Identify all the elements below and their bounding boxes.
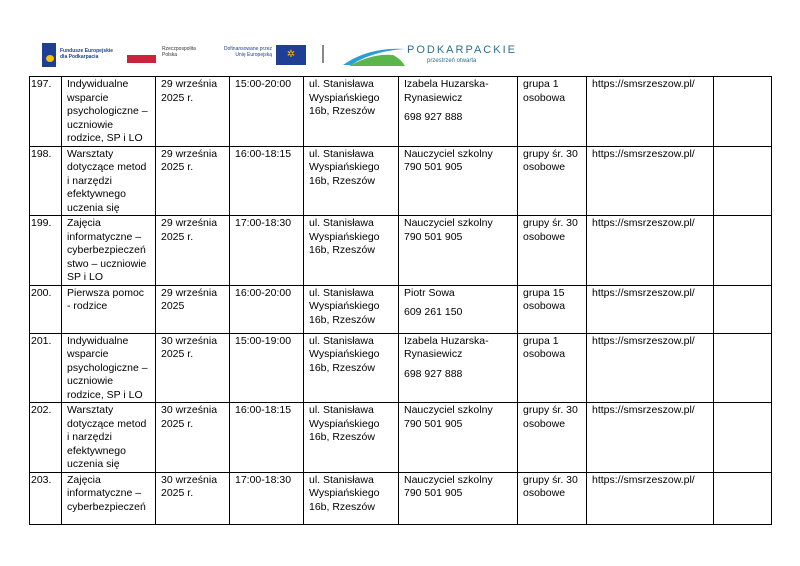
place-text: ul. Stanisława Wyspiańskiego 16b, Rzeszów	[309, 473, 380, 513]
cell-group	[518, 285, 587, 333]
date-text: 30 września 2025 r.	[161, 404, 218, 430]
cell-place	[304, 146, 399, 216]
time-text: 17:00-18:30	[235, 473, 292, 486]
table-row	[30, 472, 772, 524]
cell-date	[156, 146, 230, 216]
cell-person	[399, 216, 518, 286]
cell-place	[304, 77, 399, 147]
time-text: 17:00-18:30	[235, 217, 292, 229]
podkarpackie-logo-icon	[343, 45, 405, 67]
pk-slogan: przestrzeń otwarta	[427, 58, 477, 64]
cell-date	[156, 333, 230, 403]
place-text: ul. Stanisława Wyspiańskiego 16b, Rzeszów	[309, 286, 380, 326]
table-row	[30, 77, 772, 147]
url-text: https://smsrzeszow.pl/	[592, 404, 695, 416]
name-text: Warsztaty dotyczące metod i narzędzi efektywnego uczenia się	[67, 404, 147, 470]
group-text: grupy śr. 30 osobowe	[523, 473, 578, 499]
divider	[322, 45, 324, 63]
cell-date	[156, 216, 230, 286]
name-text: Indywidualne wsparcie psychologiczne –uczniowie rodzice, SP i LO	[67, 78, 148, 144]
cell-name	[62, 333, 156, 403]
group-text: grupy śr. 30 osobowe	[523, 147, 578, 173]
time-text: 16:00-20:00	[235, 286, 292, 299]
cell-place	[304, 472, 399, 524]
cell-url	[587, 146, 714, 216]
cell-name	[62, 285, 156, 333]
cell-time	[230, 77, 304, 147]
cell-name	[62, 77, 156, 147]
name-text: Zajęcia informatyczne – cyberbezpieczeń	[67, 473, 146, 513]
url-text: https://smsrzeszow.pl/	[592, 217, 695, 229]
cell-person	[399, 285, 518, 333]
name-text: Zajęcia informatyczne – cyberbezpieczeń stwo – uczniowie SP i LO	[67, 217, 147, 283]
table-row	[30, 285, 772, 333]
name-text: Indywidualne wsparcie psychologiczne –uczniowie rodzice, SP i LO	[67, 334, 148, 401]
cell-extra	[714, 472, 772, 524]
group-text: grupa 1 osobowa	[523, 78, 566, 104]
logo-header	[0, 40, 800, 70]
group-text: grupy śr. 30 osobowe	[523, 404, 578, 430]
no-text: 203.	[31, 473, 52, 486]
place-text: ul. Stanisława Wyspiańskiego 16b, Rzeszów	[309, 334, 380, 374]
cell-place	[304, 403, 399, 473]
cell-no	[30, 285, 62, 333]
date-text: 29 września 2025 r.	[161, 147, 218, 173]
cell-place	[304, 216, 399, 286]
no-text: 199.	[31, 217, 52, 229]
cell-time	[230, 216, 304, 286]
cell-extra	[714, 146, 772, 216]
table-row	[30, 146, 772, 216]
cell-url	[587, 77, 714, 147]
cell-time	[230, 146, 304, 216]
cell-url	[587, 216, 714, 286]
cell-person	[399, 77, 518, 147]
cell-date	[156, 403, 230, 473]
date-text: 30 września 2025 r.	[161, 473, 218, 499]
place-text: ul. Stanisława Wyspiańskiego 16b, Rzeszów	[309, 217, 380, 256]
time-text: 16:00-18:15	[235, 404, 292, 416]
name-text: Pierwsza pomoc - rodzice	[67, 286, 145, 312]
name-text: Warsztaty dotyczące metod i narzędzi efektywnego uczenia się	[67, 147, 147, 214]
cell-name	[62, 216, 156, 286]
date-text: 29 września 2025 r.	[161, 217, 218, 243]
cell-url	[587, 403, 714, 473]
table-row	[30, 333, 772, 403]
cell-extra	[714, 77, 772, 147]
cell-group	[518, 146, 587, 216]
url-text: https://smsrzeszow.pl/	[592, 78, 695, 90]
cell-url	[587, 333, 714, 403]
cell-name	[62, 472, 156, 524]
group-text: grupy śr. 30 osobowe	[523, 217, 578, 243]
place-text: ul. Stanisława Wyspiańskiego 16b, Rzeszów	[309, 147, 380, 187]
person-text: Nauczyciel szkolny 790 501 905	[404, 217, 493, 243]
person-text: Nauczyciel szkolny 790 501 905	[404, 147, 493, 173]
cell-group	[518, 333, 587, 403]
pk-logo-text: PODKARPACKIE	[407, 44, 517, 56]
phone-text: 698 927 888	[404, 367, 463, 380]
cell-no	[30, 403, 62, 473]
cell-place	[304, 285, 399, 333]
cell-no	[30, 146, 62, 216]
eu-flag-icon: ✲	[276, 45, 306, 65]
fe-logo-text: Fundusze Europejskie dla Podkarpacia	[60, 48, 114, 60]
cell-group	[518, 77, 587, 147]
cell-url	[587, 472, 714, 524]
cell-no	[30, 77, 62, 147]
cell-extra	[714, 216, 772, 286]
cell-date	[156, 472, 230, 524]
cell-extra	[714, 333, 772, 403]
cell-date	[156, 285, 230, 333]
date-text: 29 września 2025 r.	[161, 78, 218, 104]
fe-logo-icon	[42, 43, 56, 67]
cell-person	[399, 403, 518, 473]
person-text: Nauczyciel szkolny 790 501 905	[404, 404, 493, 430]
url-text: https://smsrzeszow.pl/	[592, 147, 695, 160]
cell-name	[62, 146, 156, 216]
no-text: 198.	[31, 147, 52, 160]
place-text: ul. Stanisława Wyspiańskiego 16b, Rzeszów	[309, 78, 380, 117]
cell-time	[230, 403, 304, 473]
cell-group	[518, 403, 587, 473]
cell-time	[230, 333, 304, 403]
person-text: Izabela Huzarska-Rynasiewicz	[404, 334, 489, 360]
url-text: https://smsrzeszow.pl/	[592, 286, 695, 299]
time-text: 15:00-19:00	[235, 334, 292, 347]
no-text: 197.	[31, 78, 52, 90]
person-text: Piotr Sowa	[404, 286, 455, 299]
cell-time	[230, 472, 304, 524]
phone-text: 698 927 888	[404, 111, 463, 123]
no-text: 201.	[31, 334, 52, 347]
place-text: ul. Stanisława Wyspiańskiego 16b, Rzeszów	[309, 404, 380, 443]
group-text: grupa 15 osobowa	[523, 286, 566, 312]
table-row	[30, 216, 772, 286]
cell-no	[30, 472, 62, 524]
no-text: 200.	[31, 286, 52, 299]
time-text: 16:00-18:15	[235, 147, 292, 160]
cell-extra	[714, 285, 772, 333]
cell-group	[518, 472, 587, 524]
cell-extra	[714, 403, 772, 473]
cell-name	[62, 403, 156, 473]
no-text: 202.	[31, 404, 52, 416]
phone-text: 609 261 150	[404, 306, 463, 318]
polish-flag-icon	[127, 55, 156, 63]
cell-url	[587, 285, 714, 333]
cell-no	[30, 216, 62, 286]
cell-place	[304, 333, 399, 403]
date-text: 29 września 2025	[161, 286, 218, 312]
table-row	[30, 403, 772, 473]
schedule-table	[29, 76, 772, 525]
rp-logo-text: Rzeczpospolita Polska	[162, 46, 196, 58]
time-text: 15:00-20:00	[235, 78, 292, 90]
eu-logo-text: Dofinansowane przez Unię Europejską	[223, 46, 272, 58]
cell-time	[230, 285, 304, 333]
cell-person	[399, 146, 518, 216]
group-text: grupa 1 osobowa	[523, 334, 566, 360]
cell-group	[518, 216, 587, 286]
cell-person	[399, 333, 518, 403]
cell-person	[399, 472, 518, 524]
url-text: https://smsrzeszow.pl/	[592, 473, 695, 486]
url-text: https://smsrzeszow.pl/	[592, 334, 695, 347]
person-text: Nauczyciel szkolny 790 501 905	[404, 473, 493, 499]
person-text: Izabela Huzarska-Rynasiewicz	[404, 78, 489, 104]
cell-date	[156, 77, 230, 147]
date-text: 30 września 2025 r.	[161, 334, 218, 360]
cell-no	[30, 333, 62, 403]
